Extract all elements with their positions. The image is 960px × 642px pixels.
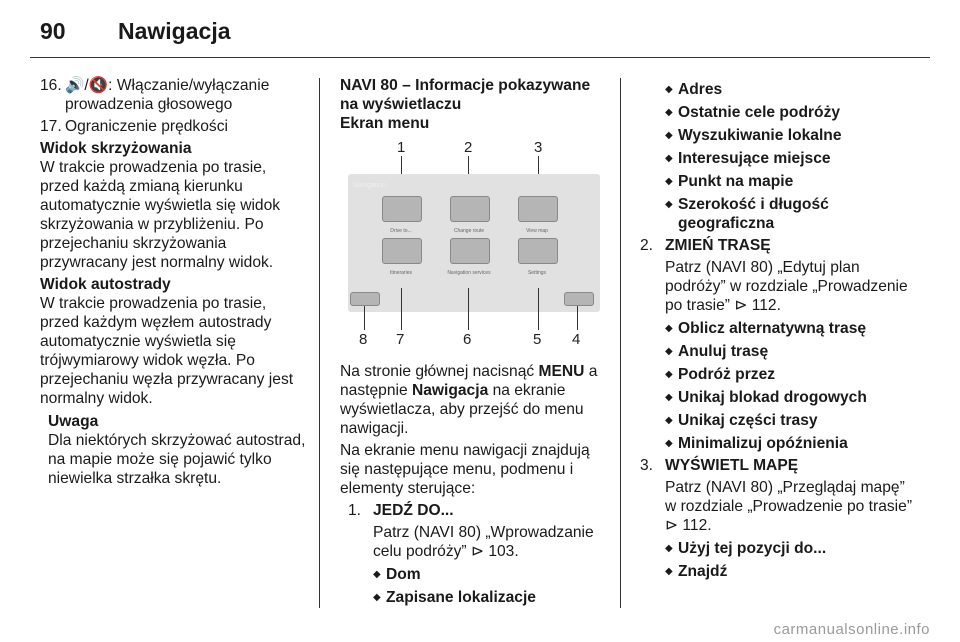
callout-label: 7 (396, 331, 405, 348)
section-heading: Widok autostrady (40, 276, 171, 293)
diamond-icon: ◆ (665, 176, 673, 187)
bullet-text: Unikaj części trasy (678, 412, 818, 429)
bullet-text: Dom (386, 566, 421, 583)
navigation-menu-figure (340, 138, 602, 350)
bullet-item (665, 411, 920, 430)
callout-label: 1 (397, 139, 406, 156)
bullet-item (665, 149, 920, 168)
section-heading: NAVI 80 – Informacje pokazywane na wyświetlaczu (340, 77, 591, 113)
diamond-icon: ◆ (665, 107, 673, 118)
callout-leader (577, 306, 578, 330)
diamond-icon: ◆ (665, 392, 673, 403)
tile-caption: Itineraries (390, 270, 412, 276)
list-item (40, 117, 308, 136)
item-text: Patrz (NAVI 80) „Edytuj plan podróży” w rozdziale „Prowadzenie po trasie” ⊳ 112. (665, 259, 908, 314)
callout-label: 2 (464, 139, 473, 156)
bullet-item (665, 434, 920, 453)
bullet-item (373, 588, 610, 607)
bullet-item (665, 80, 920, 99)
diamond-icon: ◆ (665, 543, 673, 554)
callout-leader (401, 288, 402, 330)
bullet-item (665, 319, 920, 338)
callout-label: 5 (533, 331, 542, 348)
view-map-tile (518, 196, 558, 222)
diamond-icon: ◆ (665, 84, 673, 95)
section-body: W trakcie prowadzenia po trasie, przed każdą zmianą kierunku automatycznie wyświetla się widok skrzyżowania w przybliżeniu. Po przejechaniu skrzyżowania przywracany jest normalny widok. (40, 159, 281, 271)
item-heading: WYŚWIETL MAPĘ (665, 457, 799, 474)
bullet-text: Oblicz alternatywną trasę (678, 320, 867, 337)
navigation-label: Nawigacja (411, 382, 489, 399)
list-item (348, 501, 610, 520)
diamond-icon: ◆ (665, 566, 673, 577)
section-subheading: Ekran menu (340, 115, 430, 132)
bullet-text: Zapisane lokalizacje (386, 589, 536, 606)
menu-key-label: MENU (538, 363, 585, 380)
item-number: 17. (40, 118, 62, 135)
bullet-item (665, 342, 920, 361)
section-heading: Widok skrzyżowania (40, 140, 192, 157)
page-number: 90 (40, 18, 66, 44)
diamond-icon: ◆ (665, 153, 673, 164)
diamond-icon: ◆ (665, 369, 673, 380)
diamond-icon: ◆ (665, 130, 673, 141)
page-header (40, 18, 231, 48)
settings-tile (518, 238, 558, 264)
change-route-tile (450, 196, 490, 222)
diamond-icon: ◆ (665, 438, 673, 449)
item-number: 3. (640, 457, 654, 474)
list-item (640, 456, 920, 475)
item-heading: ZMIEŃ TRASĘ (665, 237, 771, 254)
callout-label: 4 (572, 331, 581, 348)
bullet-item (665, 195, 920, 233)
itineraries-tile (382, 238, 422, 264)
bullet-text: Minimalizuj opóźnienia (678, 435, 848, 452)
bullet-item (665, 103, 920, 122)
bullet-text: Szerokość i długość geograficzna (678, 196, 829, 232)
item-text: Ograniczenie prędkości (65, 118, 228, 135)
bullet-text: Ostatnie cele podróży (678, 104, 841, 121)
note-box (48, 412, 308, 488)
bullet-text: Interesujące miejsce (678, 150, 831, 167)
callout-leader (364, 306, 365, 330)
item-number: 16. (40, 77, 62, 94)
intro-paragraph: Na ekranie menu nawigacji znajdują się następujące menu, podmenu i elementy sterujące: (340, 442, 590, 497)
drive-to-tile (382, 196, 422, 222)
diamond-icon: ◆ (373, 592, 381, 603)
diamond-icon: ◆ (665, 415, 673, 426)
bullet-text: Unikaj blokad drogowych (678, 389, 867, 406)
bullet-text: Punkt na mapie (678, 173, 794, 190)
item-number: 1. (348, 502, 362, 519)
header-rule (30, 57, 930, 58)
bullet-item (665, 388, 920, 407)
list-item (640, 236, 920, 255)
diamond-icon: ◆ (373, 569, 381, 580)
text-run: Na stronie głównej nacisnąć (340, 363, 539, 380)
bullet-text: Anuluj trasę (678, 343, 769, 360)
column-1 (40, 76, 308, 488)
screen-label: Navigation (353, 182, 387, 189)
column-3 (640, 76, 920, 584)
tile-caption: Navigation services (447, 270, 491, 276)
callout-leader (468, 288, 469, 330)
column-divider-2 (620, 78, 621, 608)
page-title: Nawigacja (118, 18, 231, 44)
note-text: Dla niektórych skrzyżować autostrad, na mapie może się pojawić tylko niewielka strzałka skrętu. (48, 432, 306, 487)
navigation-services-tile (450, 238, 490, 264)
tile-caption: Drive to... (390, 228, 412, 234)
options-button-tile (564, 292, 594, 306)
item-number: 2. (640, 237, 654, 254)
tile-caption: View map (526, 228, 548, 234)
callout-leader (538, 288, 539, 330)
nav-screen (348, 174, 600, 312)
text-run: na ekranie wyświetlacza, aby przejść do menu nawigacji. (340, 382, 584, 437)
watermark: carmanualsonline.info (773, 621, 930, 638)
callout-label: 3 (534, 139, 543, 156)
diamond-icon: ◆ (665, 199, 673, 210)
text-run: a następnie (340, 363, 598, 399)
bullet-item (665, 539, 920, 558)
item-text: : Włączanie/wyłączanie prowadzenia głosowego (65, 77, 270, 113)
diamond-icon: ◆ (665, 323, 673, 334)
bullet-item (665, 126, 920, 145)
back-button-tile (350, 292, 380, 306)
bullet-text: Znajdź (678, 563, 728, 580)
bullet-item (665, 365, 920, 384)
bullet-text: Adres (678, 81, 723, 98)
list-item (40, 76, 308, 114)
tile-caption: Change route (453, 228, 485, 234)
bullet-item (665, 172, 920, 191)
callout-label: 6 (463, 331, 472, 348)
item-text: Patrz (NAVI 80) „Przeglądaj mapę” w rozdziale „Prowadzenie po trasie” ⊳ 112. (665, 479, 913, 534)
instruction-paragraph (340, 362, 610, 438)
section-body: W trakcie prowadzenia po trasie, przed każdym węzłem autostrady automatycznie wyświetla się trójwymiarowy widok węzła. Po przejechaniu węzła przywracany jest normalny widok. (40, 295, 294, 407)
bullet-text: Wyszukiwanie lokalne (678, 127, 842, 144)
item-text: Patrz (NAVI 80) „Wprowadzanie celu podróży” ⊳ 103. (373, 524, 594, 560)
bullet-text: Użyj tej pozycji do... (678, 540, 827, 557)
tile-caption: Settings (527, 270, 547, 276)
column-divider-1 (319, 78, 320, 608)
column-2 (340, 76, 610, 610)
bullet-text: Podróż przez (678, 366, 776, 383)
bullet-item (665, 562, 920, 581)
item-heading: JEDŹ DO... (373, 502, 454, 519)
bullet-item (373, 565, 610, 584)
diamond-icon: ◆ (665, 346, 673, 357)
voice-toggle-icon: 🔊/🔇 (65, 77, 109, 94)
note-label: Uwaga (48, 413, 99, 430)
callout-label: 8 (359, 331, 368, 348)
